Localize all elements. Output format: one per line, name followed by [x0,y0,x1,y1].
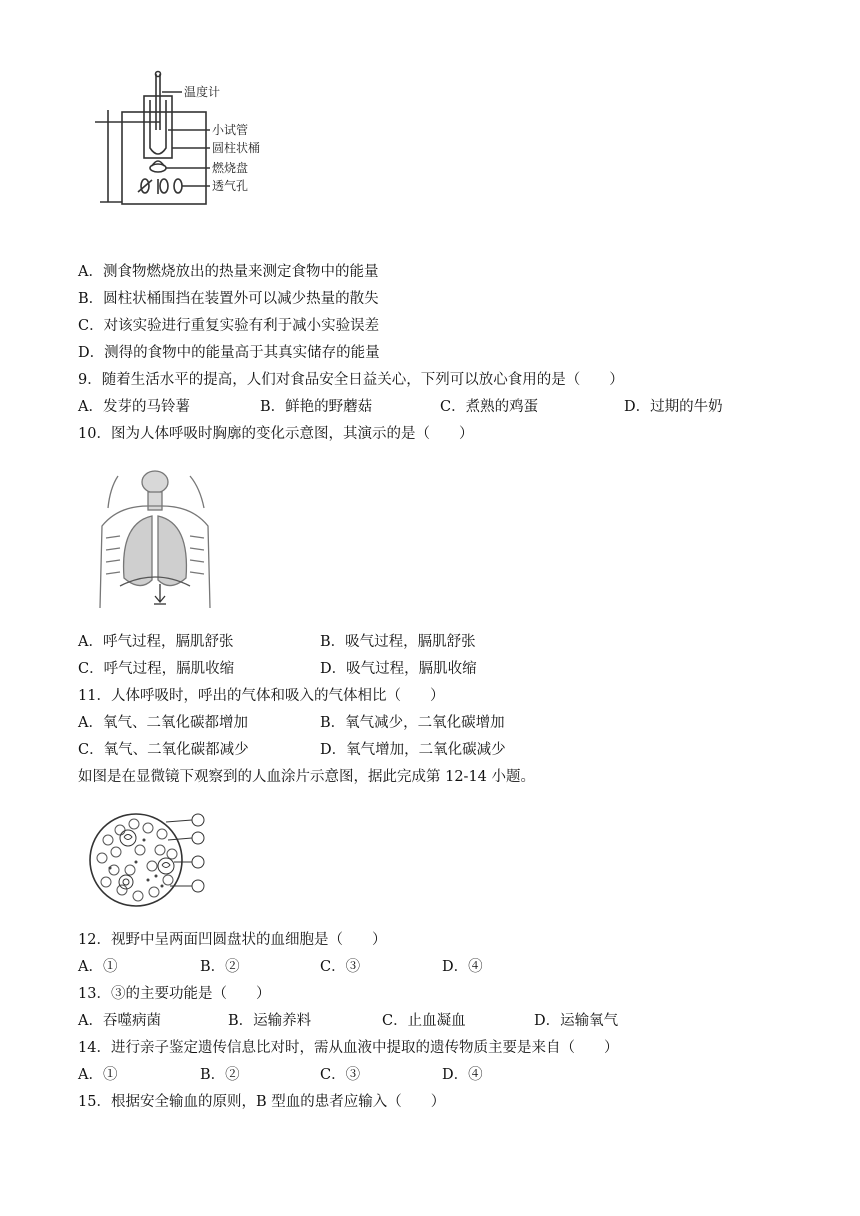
q12-option-a: A．① [78,959,118,975]
q9-option-c: C．煮熟的鸡蛋 [440,399,539,415]
q12-14-intro: 如图是在显微镜下观察到的人血涂片示意图，据此完成第 12-14 小题。 [78,769,536,785]
q12-option-c: C．③ [320,959,361,975]
q10-option-b: B．吸气过程，膈肌舒张 [320,634,476,650]
label-vent-hole: 透气孔 [212,179,249,193]
q10-stem: 10．图为人体呼吸时胸廓的变化示意图，其演示的是（ ） [78,426,474,442]
q9-stem: 9．随着生活水平的提高，人们对食品安全日益关心，下列可以放心食用的是（ ） [78,372,624,388]
q15-stem: 15．根据安全输血的原则，B 型血的患者应输入（ ） [78,1094,446,1110]
q13-option-d: D．运输氧气 [534,1013,619,1029]
q13-option-b: B．运输养料 [228,1013,312,1029]
q14-option-d: D．④ [442,1067,483,1083]
q10-option-c: C．呼气过程，膈肌收缩 [78,661,235,677]
blood-smear-figure [86,810,216,910]
q12-stem: 12．视野中呈两面凹圆盘状的血细胞是（ ） [78,932,387,948]
q14-option-b: B．② [200,1067,240,1083]
q8-option-d: D．测得的食物中的能量高于其真实储存的能量 [78,345,380,361]
q11-option-b: B．氧气减少，二氧化碳增加 [320,715,505,731]
q8-option-b: B．圆柱状桶围挡在装置外可以减少热量的散失 [78,291,379,307]
q10-option-a: A．呼气过程，膈肌舒张 [78,634,234,650]
q10-option-d: D．吸气过程，膈肌收缩 [320,661,477,677]
q11-option-c: C．氧气、二氧化碳都减少 [78,742,249,758]
thorax-breathing-figure [90,468,220,613]
q11-option-a: A．氧气、二氧化碳都增加 [78,715,248,731]
q14-option-c: C．③ [320,1067,361,1083]
q13-stem: 13．③的主要功能是（ ） [78,986,271,1002]
q11-option-d: D．氧气增加，二氧化碳减少 [320,742,506,758]
q9-option-d: D．过期的牛奶 [624,399,723,415]
q13-option-a: A．吞噬病菌 [78,1013,161,1029]
q12-option-d: D．④ [442,959,483,975]
combustion-apparatus-figure [90,70,290,210]
q11-stem: 11．人体呼吸时，呼出的气体和吸入的气体相比（ ） [78,688,445,704]
q12-option-b: B．② [200,959,240,975]
q14-option-a: A．① [78,1067,118,1083]
label-thermometer: 温度计 [184,85,221,99]
q13-option-c: C．止血凝血 [382,1013,466,1029]
label-burning-plate: 燃烧盘 [212,161,249,175]
label-test-tube: 小试管 [212,123,249,137]
q8-option-a: A．测食物燃烧放出的热量来测定食物中的能量 [78,264,379,280]
q9-option-b: B．鲜艳的野蘑菇 [260,399,373,415]
q9-option-a: A．发芽的马铃薯 [78,399,190,415]
q8-option-c: C．对该实验进行重复实验有利于减小实验误差 [78,318,380,334]
label-cylinder: 圆柱状桶 [212,141,261,155]
q14-stem: 14．进行亲子鉴定遗传信息比对时，需从血液中提取的遗传物质主要是来自（ ） [78,1040,619,1056]
